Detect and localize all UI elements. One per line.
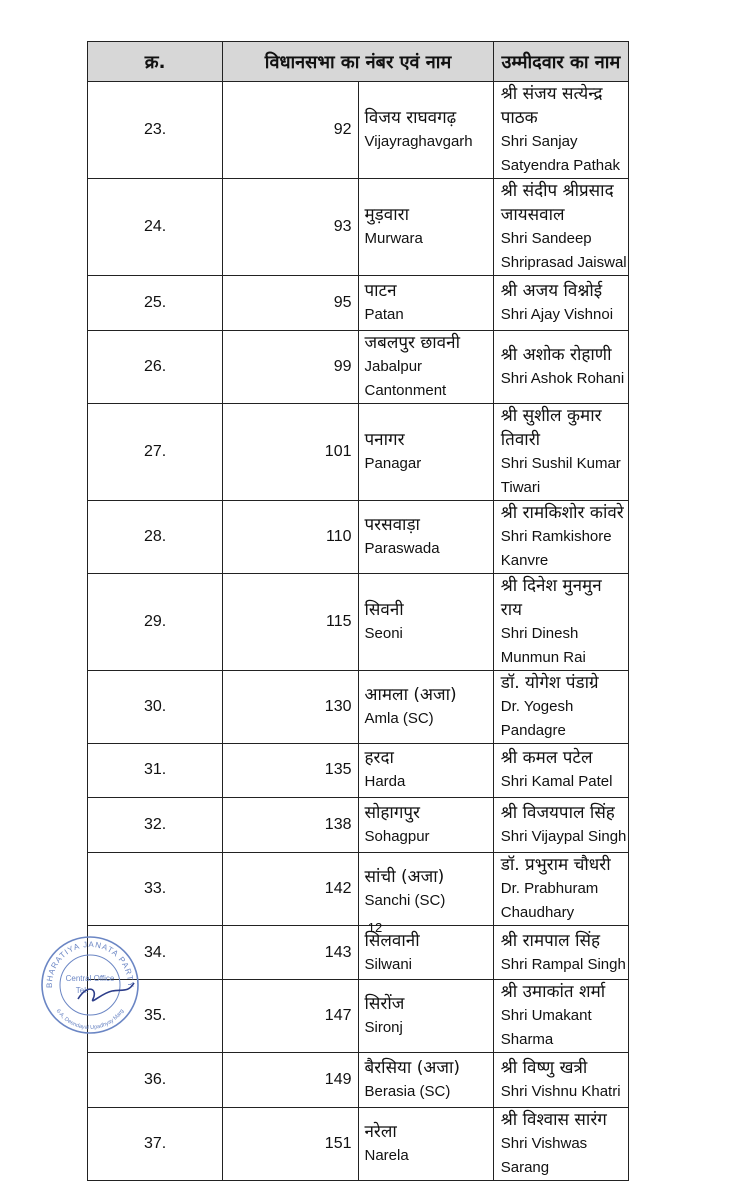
constituency-cell [358,403,493,500]
table-row [88,330,629,403]
candidate-cell [493,1053,628,1108]
constituency-cell [358,743,493,798]
candidate-name-hindi: श्री विजयपाल सिंह [500,802,615,823]
candidate-name-hindi: श्री सुशील कुमार तिवारी [500,405,602,450]
table-row [88,276,629,331]
constituency-number: 135 [223,743,358,798]
table-row [88,1107,629,1180]
serial-number: 36. [88,1053,223,1108]
candidate-name-english: Shri Dinesh Munmun Rai [500,624,586,666]
constituency-cell [358,179,493,276]
header-candidate: उम्मीदवार का नाम [493,42,628,82]
constituency-number: 142 [223,852,358,925]
seal-center-line1: Central Office [65,974,115,983]
serial-number: 34. [88,925,223,980]
constituency-cell [358,500,493,573]
table-row [88,403,629,500]
candidate-name-english: Shri Umakant Sharma [500,1007,592,1049]
candidate-cell [493,403,628,500]
seal-outer-ring [42,937,138,1033]
candidate-table [87,41,629,1181]
constituency-number: 149 [223,1053,358,1108]
candidate-name-hindi: श्री कमल पटेल [500,748,593,769]
constituency-name-hindi: जबलपुर छावनी [364,332,460,353]
serial-number: 33. [88,852,223,925]
table-row [88,1053,629,1108]
table-row [88,82,629,179]
serial-number: 23. [88,82,223,179]
candidate-cell [493,980,628,1053]
constituency-name-english: Sironj [364,1019,403,1037]
candidate-name-hindi: श्री विष्णु खत्री [500,1058,588,1079]
candidate-cell [493,670,628,743]
table-row [88,179,629,276]
constituency-cell [358,1053,493,1108]
seal-bottom-text: 6-A, Deendayal Upadhyay Marg [54,1008,126,1032]
candidate-cell [493,276,628,331]
constituency-name-hindi: पनागर [364,429,405,450]
candidate-name-english: Shri Ashok Rohani [500,369,625,387]
constituency-name-hindi: सिलवानी [364,930,420,951]
candidate-cell [493,179,628,276]
candidate-name-english: Dr. Prabhuram Chaudhary [500,879,599,921]
serial-number: 29. [88,573,223,670]
candidate-name-hindi: श्री संदीप श्रीप्रसाद जायसवाल [500,181,614,225]
constituency-cell [358,330,493,403]
constituency-name-hindi: आमला (अजा) [364,684,457,705]
constituency-name-hindi: पाटन [364,280,397,301]
candidate-name-hindi: श्री अशोक रोहाणी [500,344,612,365]
candidate-cell [493,573,628,670]
constituency-name-hindi: सोहागपुर [364,802,421,823]
constituency-name-english: Panagar [364,454,422,472]
candidate-name-english: Shri Sanjay Satyendra Pathak [500,133,620,174]
header-serial: क्र. [88,42,223,82]
constituency-name-hindi: सिवनी [364,599,404,620]
candidate-cell [493,798,628,853]
candidate-name-english: Shri Ajay Vishnoi [500,305,614,323]
serial-number: 30. [88,670,223,743]
candidate-cell [493,500,628,573]
serial-number: 26. [88,330,223,403]
candidate-cell [493,330,628,403]
constituency-name-hindi: हरदा [364,748,394,769]
candidate-name-english: Shri Vishnu Khatri [500,1083,621,1101]
candidate-name-hindi: डॉ. प्रभुराम चौधरी [500,854,611,875]
constituency-cell [358,798,493,853]
constituency-name-hindi: सिरोंज [364,994,405,1015]
constituency-name-hindi: विजय राघवगढ़ [364,108,457,128]
serial-number: 31. [88,743,223,798]
candidate-name-english: Shri Sandeep Shriprasad Jaiswal [500,230,627,271]
serial-number: 35. [88,980,223,1053]
constituency-number: 147 [223,980,358,1053]
table-row [88,980,629,1053]
constituency-number: 110 [223,500,358,573]
table-row [88,500,629,573]
candidate-cell [493,852,628,925]
candidate-name-english: Shri Kamal Patel [500,773,613,791]
constituency-name-english: Seoni [364,624,403,642]
constituency-cell [358,573,493,670]
candidate-name-english: Shri Ramkishore Kanvre [500,527,612,569]
constituency-number: 92 [223,82,358,179]
constituency-cell [358,276,493,331]
candidate-cell [493,1107,628,1180]
constituency-name-hindi: सांची (अजा) [364,866,445,887]
constituency-name-english: Sohagpur [364,827,430,845]
constituency-name-english: Vijayraghavgarh [364,133,473,150]
seal-center-line2: Tel. [75,986,89,995]
constituency-cell [358,670,493,743]
serial-number: 25. [88,276,223,331]
constituency-name-english: Harda [364,773,406,791]
constituency-number: 99 [223,330,358,403]
constituency-name-english: Sanchi (SC) [364,891,446,909]
constituency-number: 138 [223,798,358,853]
constituency-cell [358,852,493,925]
header-constituency: विधानसभा का नंबर एवं नाम [223,42,494,82]
candidate-name-hindi: श्री संजय सत्येन्द्र पाठक [500,84,603,128]
constituency-name-hindi: नरेला [364,1121,397,1142]
candidate-name-english: Dr. Yogesh Pandagre [500,697,574,739]
candidate-cell [493,743,628,798]
table-row [88,743,629,798]
constituency-name-english: Amla (SC) [364,709,434,727]
constituency-name-english: Murwara [364,230,423,247]
constituency-name-english: Patan [364,305,404,323]
serial-number: 37. [88,1107,223,1180]
constituency-number: 143 [223,925,358,980]
serial-number: 24. [88,179,223,276]
constituency-name-hindi: मुड़वारा [364,205,409,225]
serial-number: 27. [88,403,223,500]
candidate-name-hindi: डॉ. योगेश पंडाग्रे [500,672,599,693]
constituency-name-english: Jabalpur Cantonment [364,357,447,399]
seal-ring-text: BHARATIYA JANATA PARTY [44,939,136,989]
table-header-row [88,42,629,82]
constituency-number: 101 [223,403,358,500]
constituency-cell [358,980,493,1053]
constituency-name-english: Paraswada [364,539,440,557]
candidate-cell [493,82,628,179]
constituency-number: 93 [223,179,358,276]
constituency-name-english: Silwani [364,955,413,973]
table-row [88,573,629,670]
serial-number: 28. [88,500,223,573]
party-seal-stamp [38,933,142,1037]
candidate-name-hindi: श्री अजय विश्नोई [500,280,603,301]
constituency-name-hindi: परसवाड़ा [364,514,420,535]
candidate-name-english: Shri Vishwas Sarang [500,1134,588,1176]
constituency-cell [358,1107,493,1180]
candidate-name-hindi: श्री विश्वास सारंग [500,1109,607,1130]
constituency-number: 95 [223,276,358,331]
constituency-name-english: Narela [364,1146,409,1164]
candidate-name-english: Shri Vijaypal Singh [500,827,627,845]
candidate-name-english: Shri Sushil Kumar Tiwari [500,454,621,496]
candidate-name-hindi: श्री रामपाल सिंह [500,930,601,951]
constituency-cell [358,82,493,179]
constituency-number: 130 [223,670,358,743]
table-row [88,670,629,743]
constituency-number: 115 [223,573,358,670]
candidate-name-hindi: श्री दिनेश मुनमुन राय [500,575,602,620]
table-row [88,798,629,853]
candidate-name-english: Shri Rampal Singh [500,955,626,973]
candidate-name-hindi: श्री रामकिशोर कांवरे [500,502,624,523]
seal-inner-ring [60,955,120,1015]
page-number: 12 [367,920,383,935]
candidate-name-hindi: श्री उमाकांत शर्मा [500,982,606,1003]
serial-number: 32. [88,798,223,853]
constituency-number: 151 [223,1107,358,1180]
table-row [88,852,629,925]
constituency-name-english: Berasia (SC) [364,1083,451,1101]
constituency-name-hindi: बैरसिया (अजा) [364,1058,460,1079]
